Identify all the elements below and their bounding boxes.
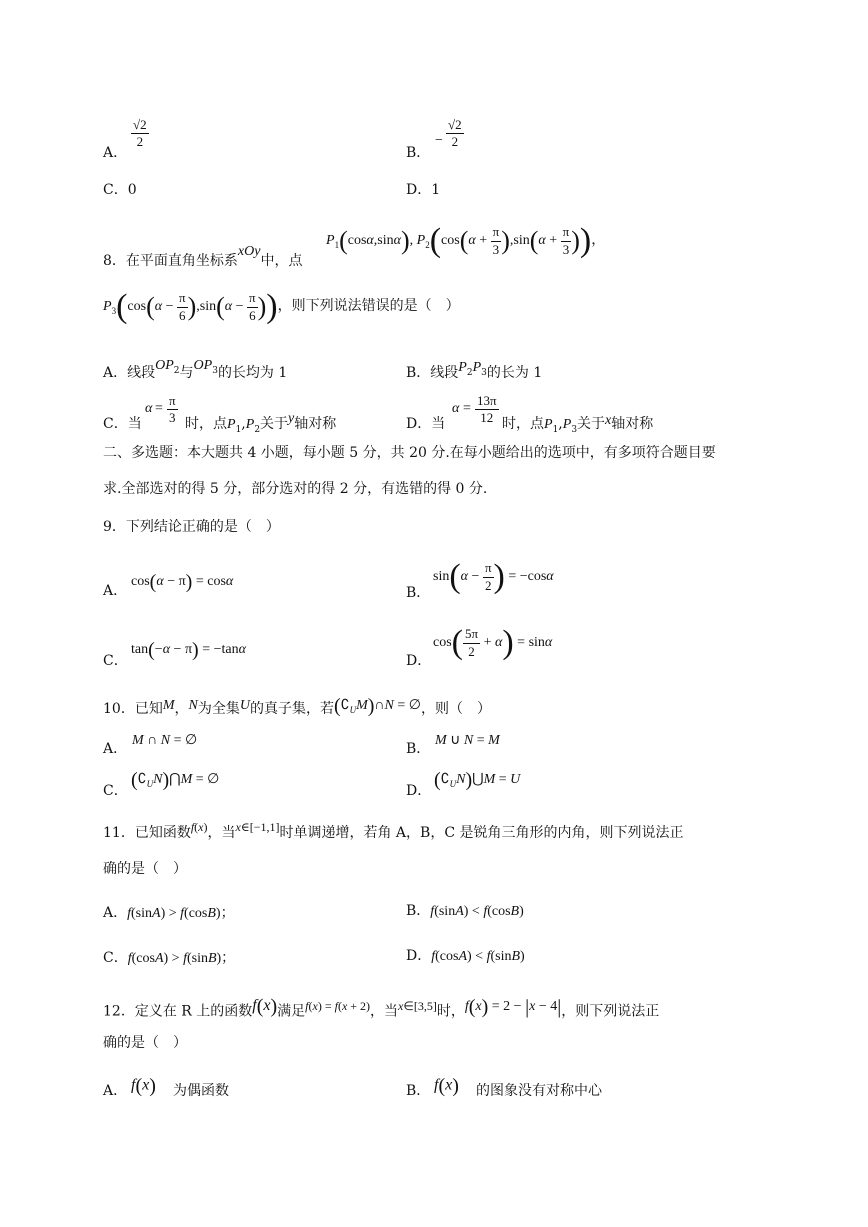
q11-option-b: B．f(sinA) < f(cosB) <box>406 903 524 919</box>
q11-option-c: C．f(cosA) > f(sinB)； <box>103 950 236 966</box>
q11-stem-line-1: 11．已知函数f(x)，当x∈[−1,1]时单调递增，若角 A，B，C 是锐角三角形的内角，则下列说法正 <box>103 820 684 841</box>
q7-option-d: D．1 <box>406 182 441 198</box>
q12-stem-line-1: 12．定义在 R 上的函数f(x)满足f(x) = f(x + 2)，当x∈[3,5]时，f(x) = 2 − |x − 4|，则下列说法正 <box>103 995 660 1020</box>
q8-option-b: B．线段$P_2P_3$的长为 1 <box>406 360 543 381</box>
q8-point-p3: $P_3(\cos(\alpha$ − $\frac{\pi}{6}$ ),sin(α − $\frac{\pi}{6}$ ))，则下列说法错误的是（ ） <box>103 288 460 325</box>
q7-option-c: C．0 <box>103 182 137 198</box>
q8-stem: 8．在平面直角坐标系xOy中，点 <box>103 244 303 269</box>
q11-option-a: A．f(sinA) > f(cosB)； <box>103 905 235 921</box>
section-2-line-1: 二、多选题：本大题共 4 小题，每小题 5 分，共 20 分.在每小题给出的选项中，有多项符合题目要 <box>103 445 716 461</box>
q12-stem-line-2: 确的是（ ） <box>103 1035 187 1051</box>
q10-stem: 10．已知M，N为全集U的真子集，若$(∁_UM)\cap N$ = ∅，则（ ） <box>103 695 491 718</box>
section-2-line-2: 求.全部选对的得 5 分，部分选对的得 2 分，有选错的得 0 分. <box>103 481 488 497</box>
q11-stem-line-2: 确的是（ ） <box>103 861 187 877</box>
q8-option-a: A．线段$OP_2$与$OP_3$的长均为 1 <box>103 358 288 381</box>
q9-stem: 9．下列结论正确的是（ ） <box>103 519 280 535</box>
q11-option-d: D．f(cosA) < f(sinB) <box>406 948 525 964</box>
q8-points-p1-p2: $P_1(\cos\alpha,\sin\alpha)$, $P_2(\cos(\alpha$ + $\frac{\pi}{3}$ ),sin(α + $\frac{\pi}{3}$ ))， <box>326 222 606 259</box>
